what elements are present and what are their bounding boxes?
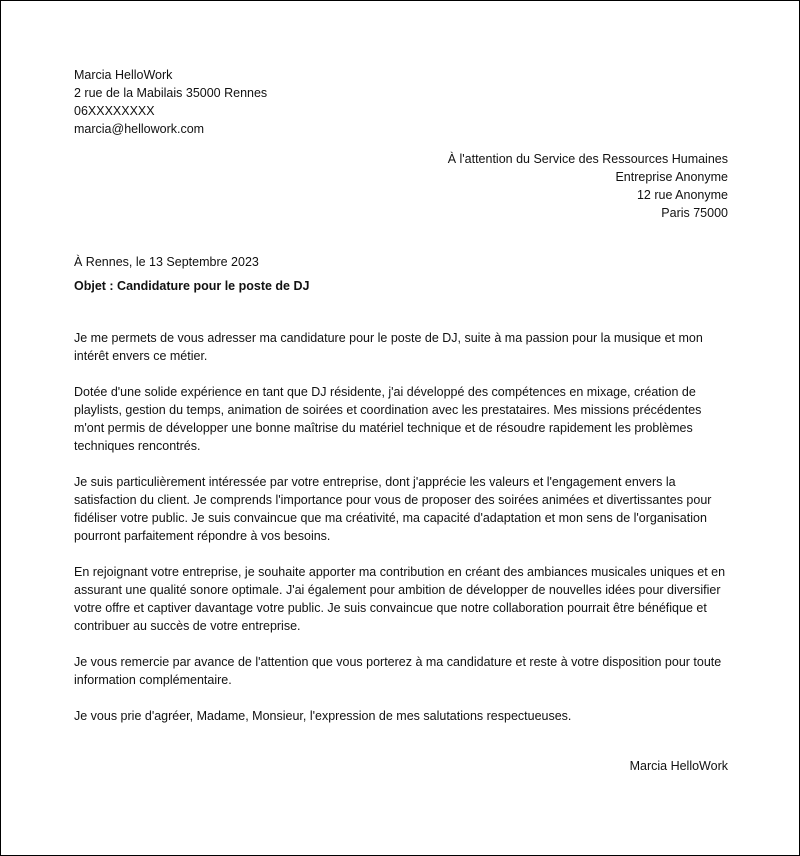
signature: Marcia HelloWork — [629, 759, 728, 773]
closing-line: Je vous prie d'agréer, Madame, Monsieur, l'expression de mes salutations respectueuses. — [74, 709, 572, 723]
sender-phone: 06XXXXXXXX — [74, 104, 155, 118]
recipient-company: Entreprise Anonyme — [615, 170, 728, 184]
subject-line: Objet : Candidature pour le poste de DJ — [74, 279, 310, 293]
body-paragraph: Je me permets de vous adresser ma candidature pour le poste de DJ, suite à ma passion pour la musique et mon intérêt envers ce métier. — [74, 331, 703, 363]
body-paragraph: En rejoignant votre entreprise, je souhaite apporter ma contribution en créant des ambiances musicales uniques et en assurant une qualité sonore optimale. J'ai également pour ambition de développer de nouvelles idées pour diversifier votre offre et captiver davantage votre public. Je suis convaincue que notre collaboration pourrait être bénéfique et contribuer au succès de votre entreprise. — [74, 565, 726, 633]
date-line: À Rennes, le 13 Septembre 2023 — [74, 255, 259, 269]
recipient-city: Paris 75000 — [661, 206, 728, 220]
sender-name: Marcia HelloWork — [74, 68, 173, 82]
recipient-block — [74, 150, 728, 222]
body-paragraph: Dotée d'une solide expérience en tant que DJ résidente, j'ai développé des compétences en mixage, création de playlists, gestion du temps, animation de soirées et coordination avec les prestataires. Mes missions précédentes m'ont permis de développer une bonne maîtrise du matériel technique et de résoudre rapidement les problèmes techniques rencontrés. — [74, 385, 702, 453]
recipient-street: 12 rue Anonyme — [636, 188, 728, 202]
letter-body — [74, 329, 728, 725]
sender-address: 2 rue de la Mabilais 35000 Rennes — [74, 86, 268, 100]
sender-email: marcia@hellowork.com — [74, 122, 205, 136]
recipient-attention: À l'attention du Service des Ressources Humaines — [447, 152, 728, 166]
body-paragraph: Je suis particulièrement intéressée par votre entreprise, dont j'apprécie les valeurs et l'engagement envers la satisfaction du client. Je comprends l'importance pour vous de proposer des soirées animées et divertissantes pour fidéliser votre public. Je suis convaincue que ma créativité, ma capacité d'adaptation et mon sens de l'organisation pourront parfaitement répondre à vos besoins. — [74, 475, 712, 543]
sender-block — [74, 66, 728, 138]
body-paragraph: Je vous remercie par avance de l'attention que vous porterez à ma candidature et reste à votre disposition pour toute information complémentaire. — [74, 655, 722, 687]
letter-content — [74, 66, 728, 775]
